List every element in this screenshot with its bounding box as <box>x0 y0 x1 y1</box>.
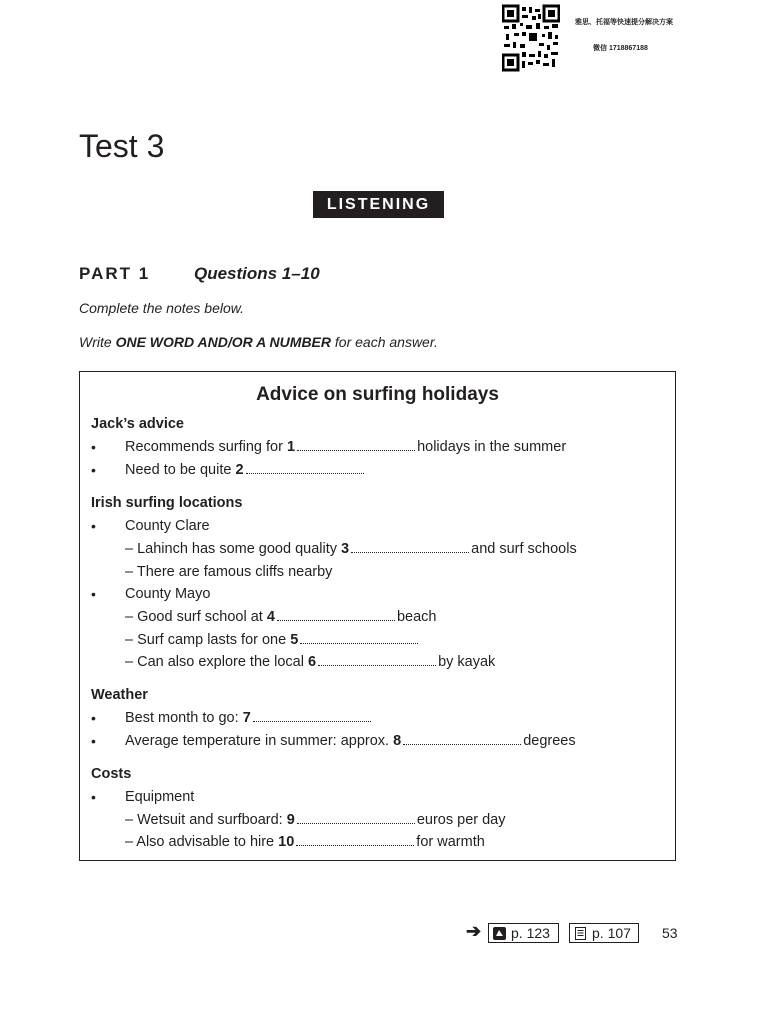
section-label: LISTENING <box>326 195 431 213</box>
irish-heading: Irish surfing locations <box>91 495 243 511</box>
instruction-emphasis: ONE WORD AND/OR A NUMBER <box>115 334 331 350</box>
question-number: 3 <box>341 541 350 557</box>
note-line-10 <box>125 834 485 850</box>
answer-blank-8[interactable] <box>403 733 521 745</box>
bullet: • <box>91 586 96 602</box>
note-text: – Can also explore the local <box>125 654 308 670</box>
bullet: • <box>91 439 96 455</box>
note-text: euros per day <box>416 812 506 828</box>
question-number: 2 <box>235 462 244 478</box>
answer-blank-3[interactable] <box>351 541 469 553</box>
jack-heading: Jack’s advice <box>91 416 184 432</box>
question-number: 7 <box>242 710 251 726</box>
question-number: 1 <box>286 439 296 455</box>
note-line-8 <box>125 733 576 749</box>
note-text: – Good surf school at <box>125 609 267 625</box>
weather-heading: Weather <box>91 687 148 703</box>
note-line-3 <box>125 541 577 557</box>
note-line-4 <box>125 609 436 625</box>
answer-key-icon <box>493 927 506 940</box>
qr-code-image <box>502 4 560 72</box>
instruction-text: for each answer. <box>331 334 438 350</box>
answer-blank-9[interactable] <box>297 812 415 824</box>
question-number: 9 <box>286 812 295 828</box>
answer-blank-4[interactable] <box>277 609 395 621</box>
note-line-7 <box>125 710 373 726</box>
question-number: 10 <box>278 834 295 850</box>
note-line-5 <box>125 632 420 648</box>
answer-blank-10[interactable] <box>296 834 414 846</box>
note-text: for warmth <box>416 834 485 850</box>
note-line-9 <box>125 812 506 828</box>
answer-blank-2[interactable] <box>246 462 364 474</box>
note-line-6 <box>125 654 495 670</box>
transcript-reference[interactable] <box>569 923 639 943</box>
note-text: – Lahinch has some good quality <box>125 541 342 557</box>
note-line-1 <box>125 439 566 455</box>
answer-blank-5[interactable] <box>300 632 418 644</box>
bullet: • <box>91 710 96 726</box>
note-text: – Also advisable to hire <box>125 834 279 850</box>
answer-blank-1[interactable] <box>297 439 415 451</box>
page-number: 53 <box>662 925 678 941</box>
bullet: • <box>91 518 96 534</box>
part-label: PART 1 <box>79 264 151 283</box>
note-text: Best month to go: <box>125 710 243 726</box>
note-text: holidays in the summer <box>417 439 567 455</box>
note-text: – Surf camp lasts for one <box>125 632 291 648</box>
question-number: 5 <box>290 632 299 648</box>
equipment: Equipment <box>125 789 195 805</box>
note-text: Recommends surfing for <box>125 439 287 455</box>
county-mayo: County Mayo <box>125 586 211 602</box>
section-label-box <box>313 191 444 218</box>
instruction-text: Write <box>79 334 116 350</box>
transcript-page: p. 107 <box>592 925 631 941</box>
answer-blank-7[interactable] <box>253 710 371 722</box>
arrow-right-icon: ➔ <box>466 921 482 941</box>
instruction-line-2 <box>79 334 438 350</box>
costs-heading: Costs <box>91 766 132 782</box>
note-text: beach <box>396 609 437 625</box>
note-text: – Wetsuit and surfboard: <box>125 812 287 828</box>
note-text: by kayak <box>438 654 496 670</box>
answer-key-page: p. 123 <box>511 925 550 941</box>
note-text: Need to be quite <box>125 462 236 478</box>
questions-label: Questions 1–10 <box>194 264 320 283</box>
answer-blank-6[interactable] <box>318 654 436 666</box>
bullet: • <box>91 789 96 805</box>
question-number: 8 <box>393 733 402 749</box>
notes-box <box>79 371 676 861</box>
document-icon <box>574 927 587 940</box>
note-text: and surf schools <box>471 541 577 557</box>
test-title: Test 3 <box>79 128 165 164</box>
question-number: 4 <box>266 609 275 625</box>
qr-caption-line2: 微信 1718867188 <box>593 45 648 52</box>
note-cliffs: – There are famous cliffs nearby <box>125 564 333 580</box>
county-clare: County Clare <box>125 518 210 534</box>
bullet: • <box>91 462 96 478</box>
part-heading <box>79 264 320 284</box>
bullet: • <box>91 733 96 749</box>
question-number: 6 <box>307 654 317 670</box>
instruction-line-1: Complete the notes below. <box>79 300 244 316</box>
qr-caption-line1: 雅思、托福等快速提分解决方案 <box>575 19 673 26</box>
note-text: Average temperature in summer: approx. <box>125 733 394 749</box>
notes-title: Advice on surfing holidays <box>256 384 499 405</box>
note-text: degrees <box>523 733 576 749</box>
answer-key-reference[interactable] <box>488 923 559 943</box>
note-line-2 <box>125 462 366 478</box>
